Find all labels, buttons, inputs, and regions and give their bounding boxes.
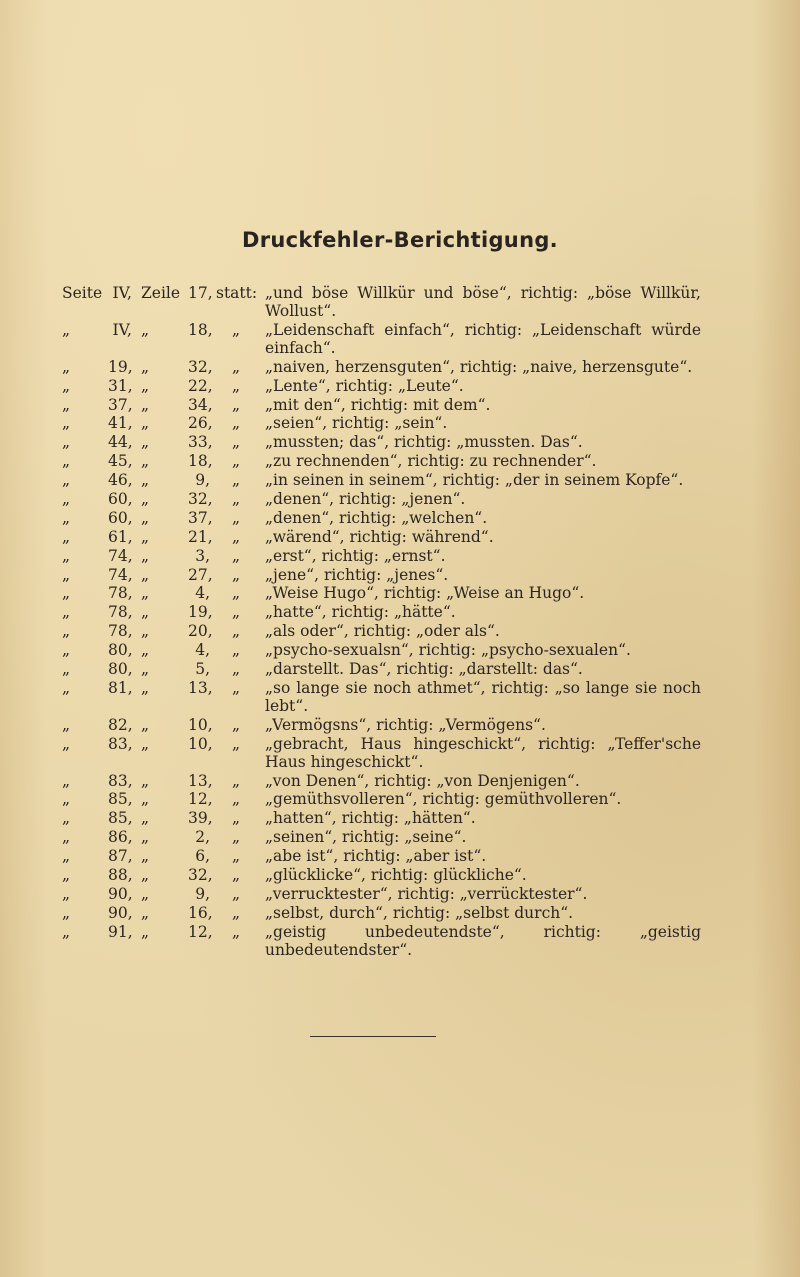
ditto-mark: „ <box>62 414 71 433</box>
ditto-mark: „ <box>62 660 71 679</box>
errata-entry <box>0 547 800 565</box>
ditto-mark: „ <box>232 922 241 941</box>
ditto-mark: „ <box>232 527 241 546</box>
entry-text: „glücklicke“, richtig: glückliche“. <box>265 866 527 885</box>
ditto-mark: „ <box>141 376 150 395</box>
ditto-mark: „ <box>232 376 241 395</box>
entry-line: 26, <box>188 414 213 433</box>
entry-text: „Vermögsns“, richtig: „Vermögens“. <box>265 715 546 734</box>
entry-page: 78, <box>108 622 133 641</box>
errata-entry <box>0 828 800 846</box>
ditto-mark: „ <box>232 622 241 641</box>
errata-entry <box>0 622 800 640</box>
page-title: Druckfehler-Berichtigung. <box>242 228 558 252</box>
entry-page: IV, <box>112 320 132 339</box>
entry-line: 5, <box>195 660 210 679</box>
entry-text: „mit den“, richtig: mit dem“. <box>265 395 491 414</box>
ditto-mark: „ <box>232 660 241 679</box>
errata-entry <box>0 509 800 527</box>
entry-page: 19, <box>108 357 133 376</box>
ditto-mark: „ <box>141 641 150 660</box>
entry-line: 12, <box>188 790 213 809</box>
entry-page: 90, <box>108 884 133 903</box>
ditto-mark: „ <box>232 678 241 697</box>
entry-line: 6, <box>195 847 210 866</box>
ditto-mark: „ <box>232 433 241 452</box>
errata-entry <box>0 809 800 827</box>
ditto-mark: „ <box>62 622 71 641</box>
ditto-mark: „ <box>62 546 71 565</box>
entry-text: „Leidenschaft einfach“, richtig: „Leidenschaft würde einfach“. <box>265 320 701 357</box>
ditto-mark: „ <box>62 790 71 809</box>
errata-entry <box>0 490 800 508</box>
ditto-mark: „ <box>141 660 150 679</box>
entry-line: 27, <box>188 565 213 584</box>
errata-entry <box>0 471 800 489</box>
entry-text: „selbst, durch“, richtig: „selbst durch“. <box>265 903 574 922</box>
entry-text: „gebracht, Haus hingeschickt“, richtig: „Teffer'sche Haus hingeschickt“. <box>265 734 701 771</box>
entry-page: 60, <box>108 490 133 509</box>
ditto-mark: „ <box>62 771 71 790</box>
errata-entry <box>0 452 800 470</box>
errata-entry <box>0 414 800 432</box>
ditto-mark: „ <box>141 527 150 546</box>
entry-page: 44, <box>108 433 133 452</box>
ditto-mark: „ <box>232 847 241 866</box>
entry-page: 87, <box>108 847 133 866</box>
errata-entry <box>0 904 800 922</box>
statt-label: statt: <box>216 284 258 302</box>
entry-line: 37, <box>188 508 213 527</box>
errata-entry <box>0 660 800 678</box>
entry-line: 10, <box>188 734 213 753</box>
zeile-label: Zeile <box>141 284 181 302</box>
ditto-mark: „ <box>62 395 71 414</box>
entry-text: „so lange sie noch athmet“, richtig: „so lange sie noch lebt“. <box>265 678 701 715</box>
entry-page: 83, <box>108 771 133 790</box>
errata-entry <box>0 866 800 884</box>
entry-text: „hatte“, richtig: „hätte“. <box>265 603 456 622</box>
ditto-mark: „ <box>232 565 241 584</box>
errata-entry <box>0 321 800 357</box>
entry-line: 17, <box>188 284 213 302</box>
ditto-mark: „ <box>141 771 150 790</box>
ditto-mark: „ <box>62 584 71 603</box>
closing-rule <box>310 1036 436 1037</box>
ditto-mark: „ <box>62 452 71 471</box>
ditto-mark: „ <box>232 471 241 490</box>
entry-text: „von Denen“, richtig: „von Denjenigen“. <box>265 771 580 790</box>
ditto-mark: „ <box>141 903 150 922</box>
entry-text: „hatten“, richtig: „hätten“. <box>265 809 476 828</box>
ditto-mark: „ <box>141 734 150 753</box>
entry-text: „abe ist“, richtig: „aber ist“. <box>265 847 487 866</box>
errata-entry <box>0 584 800 602</box>
ditto-mark: „ <box>62 433 71 452</box>
entry-text: „in seinen in seinem“, richtig: „der in seinem Kopfe“. <box>265 471 684 490</box>
ditto-mark: „ <box>232 771 241 790</box>
ditto-mark: „ <box>62 471 71 490</box>
entry-page: 41, <box>108 414 133 433</box>
entry-page: 37, <box>108 395 133 414</box>
ditto-mark: „ <box>62 603 71 622</box>
entry-line: 2, <box>195 828 210 847</box>
entry-line: 20, <box>188 622 213 641</box>
errata-entry <box>0 377 800 395</box>
errata-entry <box>0 847 800 865</box>
entry-line: 19, <box>188 603 213 622</box>
ditto-mark: „ <box>232 320 241 339</box>
entry-line: 18, <box>188 452 213 471</box>
errata-entry <box>0 284 800 320</box>
ditto-mark: „ <box>62 641 71 660</box>
errata-entry <box>0 772 800 790</box>
entry-page: 60, <box>108 508 133 527</box>
ditto-mark: „ <box>141 790 150 809</box>
ditto-mark: „ <box>232 490 241 509</box>
entry-text: „gemüthsvolleren“, richtig: gemüthvolleren“. <box>265 790 622 809</box>
entry-page: 78, <box>108 603 133 622</box>
seite-label: Seite <box>62 284 103 302</box>
entry-line: 32, <box>188 866 213 885</box>
entry-text: „erst“, richtig: „ernst“. <box>265 546 446 565</box>
entry-text: „seinen“, richtig: „seine“. <box>265 828 467 847</box>
ditto-mark: „ <box>141 866 150 885</box>
entry-line: 12, <box>188 922 213 941</box>
entry-text: „geistig unbedeutendste“, richtig: „geistig unbedeutendster“. <box>265 922 701 959</box>
errata-entry <box>0 433 800 451</box>
entry-page: 90, <box>108 903 133 922</box>
errata-entry <box>0 358 800 376</box>
entry-page: 31, <box>108 376 133 395</box>
ditto-mark: „ <box>141 414 150 433</box>
entry-line: 18, <box>188 320 213 339</box>
ditto-mark: „ <box>62 828 71 847</box>
ditto-mark: „ <box>62 508 71 527</box>
ditto-mark: „ <box>141 546 150 565</box>
entry-page: 91, <box>108 922 133 941</box>
entry-text: „seien“, richtig: „sein“. <box>265 414 448 433</box>
errata-entry <box>0 716 800 734</box>
entry-line: 13, <box>188 771 213 790</box>
ditto-mark: „ <box>62 734 71 753</box>
ditto-mark: „ <box>62 357 71 376</box>
ditto-mark: „ <box>141 922 150 941</box>
ditto-mark: „ <box>232 508 241 527</box>
errata-entry <box>0 885 800 903</box>
entry-line: 33, <box>188 433 213 452</box>
ditto-mark: „ <box>141 622 150 641</box>
entry-page: 80, <box>108 660 133 679</box>
ditto-mark: „ <box>62 847 71 866</box>
ditto-mark: „ <box>62 922 71 941</box>
entry-page: 61, <box>108 527 133 546</box>
ditto-mark: „ <box>232 546 241 565</box>
ditto-mark: „ <box>232 641 241 660</box>
entry-text: „jene“, richtig: „jenes“. <box>265 565 449 584</box>
ditto-mark: „ <box>232 828 241 847</box>
ditto-mark: „ <box>62 565 71 584</box>
ditto-mark: „ <box>141 395 150 414</box>
entry-page: 82, <box>108 715 133 734</box>
entry-page: 80, <box>108 641 133 660</box>
entry-text: „zu rechnenden“, richtig: zu rechnender“. <box>265 452 597 471</box>
ditto-mark: „ <box>232 809 241 828</box>
entry-page: 45, <box>108 452 133 471</box>
entry-page: 81, <box>108 678 133 697</box>
ditto-mark: „ <box>141 884 150 903</box>
ditto-mark: „ <box>62 376 71 395</box>
ditto-mark: „ <box>141 357 150 376</box>
ditto-mark: „ <box>62 903 71 922</box>
entry-line: 4, <box>195 641 210 660</box>
entry-text: „wärend“, richtig: während“. <box>265 527 494 546</box>
entry-line: 22, <box>188 376 213 395</box>
ditto-mark: „ <box>141 452 150 471</box>
errata-entry <box>0 790 800 808</box>
entry-text: „darstellt. Das“, richtig: „darstellt: das“. <box>265 660 583 679</box>
errata-entry <box>0 735 800 771</box>
entry-line: 10, <box>188 715 213 734</box>
entry-text: „Lente“, richtig: „Leute“. <box>265 376 464 395</box>
ditto-mark: „ <box>141 603 150 622</box>
ditto-mark: „ <box>62 715 71 734</box>
entry-line: 4, <box>195 584 210 603</box>
ditto-mark: „ <box>141 565 150 584</box>
ditto-mark: „ <box>62 678 71 697</box>
ditto-mark: „ <box>232 734 241 753</box>
ditto-mark: „ <box>141 828 150 847</box>
entry-line: 32, <box>188 490 213 509</box>
ditto-mark: „ <box>232 715 241 734</box>
ditto-mark: „ <box>141 847 150 866</box>
entry-line: 9, <box>195 884 210 903</box>
errata-list <box>0 284 800 959</box>
ditto-mark: „ <box>232 603 241 622</box>
ditto-mark: „ <box>141 809 150 828</box>
entry-text: „psycho-sexualsn“, richtig: „psycho-sexualen“. <box>265 641 631 660</box>
ditto-mark: „ <box>232 790 241 809</box>
ditto-mark: „ <box>141 320 150 339</box>
ditto-mark: „ <box>232 452 241 471</box>
entry-page: 85, <box>108 790 133 809</box>
ditto-mark: „ <box>232 866 241 885</box>
entry-line: 21, <box>188 527 213 546</box>
entry-line: 9, <box>195 471 210 490</box>
entry-page: IV, <box>112 284 132 302</box>
entry-text: „denen“, richtig: „welchen“. <box>265 508 488 527</box>
ditto-mark: „ <box>141 490 150 509</box>
entry-text: „verrucktester“, richtig: „verrücktester“. <box>265 884 588 903</box>
entry-page: 88, <box>108 866 133 885</box>
entry-line: 32, <box>188 357 213 376</box>
entry-page: 83, <box>108 734 133 753</box>
ditto-mark: „ <box>232 414 241 433</box>
errata-entry <box>0 679 800 715</box>
entry-page: 74, <box>108 565 133 584</box>
ditto-mark: „ <box>62 527 71 546</box>
errata-entry <box>0 603 800 621</box>
ditto-mark: „ <box>62 809 71 828</box>
entry-text: „naiven, herzensguten“, richtig: „naive, herzensgute“. <box>265 357 693 376</box>
entry-line: 3, <box>195 546 210 565</box>
ditto-mark: „ <box>232 395 241 414</box>
entry-page: 85, <box>108 809 133 828</box>
ditto-mark: „ <box>62 884 71 903</box>
ditto-mark: „ <box>141 678 150 697</box>
ditto-mark: „ <box>62 320 71 339</box>
entry-line: 13, <box>188 678 213 697</box>
errata-entry <box>0 566 800 584</box>
ditto-mark: „ <box>232 357 241 376</box>
ditto-mark: „ <box>62 866 71 885</box>
ditto-mark: „ <box>232 903 241 922</box>
entry-line: 34, <box>188 395 213 414</box>
ditto-mark: „ <box>141 584 150 603</box>
errata-entry <box>0 396 800 414</box>
errata-entry <box>0 641 800 659</box>
entry-page: 46, <box>108 471 133 490</box>
errata-entry <box>0 528 800 546</box>
ditto-mark: „ <box>232 584 241 603</box>
entry-text: „Weise Hugo“, richtig: „Weise an Hugo“. <box>265 584 585 603</box>
ditto-mark: „ <box>141 471 150 490</box>
entry-text: „mussten; das“, richtig: „mussten. Das“. <box>265 433 583 452</box>
ditto-mark: „ <box>232 884 241 903</box>
ditto-mark: „ <box>141 715 150 734</box>
entry-line: 16, <box>188 903 213 922</box>
entry-text: „denen“, richtig: „jenen“. <box>265 490 466 509</box>
ditto-mark: „ <box>141 433 150 452</box>
entry-page: 78, <box>108 584 133 603</box>
ditto-mark: „ <box>141 508 150 527</box>
entry-page: 74, <box>108 546 133 565</box>
entry-line: 39, <box>188 809 213 828</box>
ditto-mark: „ <box>62 490 71 509</box>
entry-text: „und böse Willkür und böse“, richtig: „böse Willkür, Wollust“. <box>265 284 701 320</box>
errata-entry <box>0 923 800 959</box>
entry-page: 86, <box>108 828 133 847</box>
entry-text: „als oder“, richtig: „oder als“. <box>265 622 500 641</box>
